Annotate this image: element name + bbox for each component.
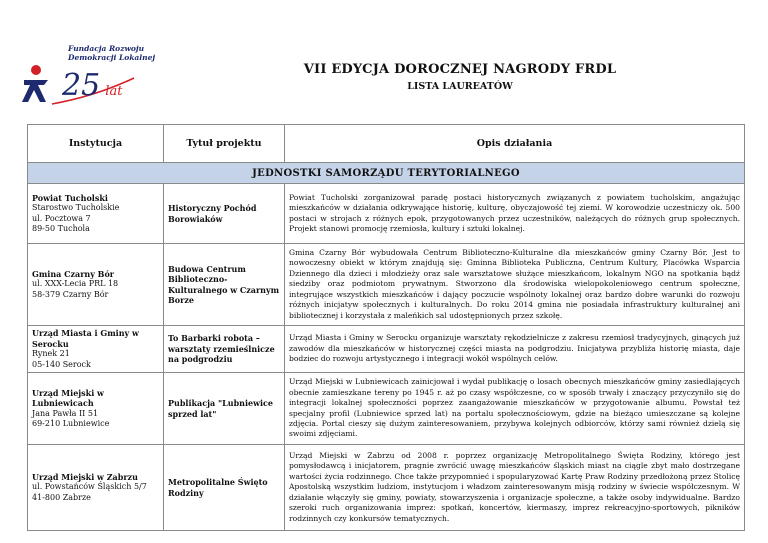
institution-address-line: 05-140 Serock [32, 359, 91, 369]
description-cell: Urząd Miasta i Gminy w Serocku organizuje warsztaty rękodzielnicze z zakresu rzemiosł tradycyjnych, ginących już zawodów dla mieszkańców w historycznej części miasta na podgrodziu. Inicjatywa przybliża historię miasta, daje bodziec do rozwoju artystycznego i integracji wokół wspólnych celów. [285, 326, 745, 373]
page-subtitle: LISTA LAUREATÓW [407, 81, 513, 92]
table-row [28, 445, 745, 531]
institution-address-line: ul. Powstańców Śląskich 5/7 [32, 482, 147, 492]
institution-address-line: ul. Pocztowa 7 [32, 213, 91, 223]
institution-address-line: 69-210 Lubniewice [32, 419, 110, 428]
institution-cell [28, 326, 164, 373]
table-header-row [28, 125, 745, 163]
institution-cell [28, 244, 164, 326]
institution-address-line: Rynek 21 [32, 349, 70, 358]
project-title-cell: Budowa Centrum Biblioteczno-Kulturalnego w Czarnym Borze [164, 244, 285, 326]
institution-cell [28, 373, 164, 445]
logo-anniversary-number: 25 [62, 68, 101, 103]
institution-address-line: 58-379 Czarny Bór [32, 289, 109, 299]
laureates-table [27, 124, 745, 531]
project-title-cell: Historyczny Pochód Borowiaków [164, 184, 285, 244]
logo-anniversary-suffix: lat [105, 84, 123, 99]
logo-org-name [68, 44, 155, 62]
table-row [28, 184, 745, 244]
column-header-institution: Instytucja [28, 125, 164, 163]
table-row [28, 373, 745, 445]
description-cell: Urząd Miejski w Lubniewicach zainicjował i wydał publikację o losach obecnych mieszkańców gminy zasiedlających obecnie zamieszkane tereny po 1945 r. aż po czasy współczesne, co w sposób trwały i znaczący przyczyniło się do integracji lokalnej społeczności poprzez zaangażowanie mieszkańców w przygotowanie albumu. Powstał też specjalny profil (Lubniewice sprzed lat) na portalu społecznościowym, gdzie na bieżąco umieszczane są kolejne zdjęcia. Portal cieszy się dużym zainteresowaniem, przybywa kolejnych odbiorców, którzy sami również dzielą się swoimi zdjęciami. [285, 373, 745, 445]
logo-org-line1: Fundacja Rozwoju [68, 44, 145, 53]
table-row [28, 326, 745, 373]
institution-address-line: 41-800 Zabrze [32, 492, 91, 502]
institution-name: Gmina Czarny Bór [32, 268, 114, 279]
description-cell: Gmina Czarny Bór wybudowała Centrum Biblioteczno-Kulturalne dla mieszkańców gminy Czarny Bór. Jest to nowoczesny obiekt w którym znajdują się: Gminna Biblioteka Publiczna, Centrum Kultury, Placówka Wsparcia Dziennego dla dzieci i młodzieży oraz sale warsztatowe służące mieszkańcom, lokalnym NGO na spotkania bądź siedziby oraz podmiotom prywatnym. Stworzono dla środowiska wielopokoleniowego centrum społeczne, integrujące wszystkich mieszkańców i dający poczucie wspólnoty lokalnej oraz bardzo dobre warunki do rozwoju różnych inicjatyw społecznych i kulturalnych. Do roku 2014 gmina nie posiadała infrastruktury kulturalnej ani bibliotecznej i korzystała z maleńkich sal udostępnionych przez szkołę. [285, 244, 745, 326]
frdl-logo [16, 38, 166, 118]
logo-anniversary [62, 68, 122, 103]
institution-address-line: Jana Pawła II 51 [32, 408, 99, 418]
project-title-cell: To Barbarki robota – warsztaty rzemieślnicze na podgrodziu [164, 326, 285, 373]
institution-cell [28, 445, 164, 531]
institution-address-line: 89-50 Tuchola [32, 224, 90, 233]
project-title-cell: Metropolitalne Święto Rodziny [164, 445, 285, 531]
institution-name: Urząd Miejski w Lubniewicach [32, 387, 104, 408]
institution-address-line: Starostwo Tucholskie [32, 203, 120, 212]
institution-name: Urząd Miasta i Gminy w Serocku [32, 328, 139, 349]
table-row [28, 244, 745, 326]
institution-address-line: ul. XXX-Lecia PRL 18 [32, 279, 119, 289]
column-header-project: Tytuł projektu [164, 125, 285, 163]
logo-org-line2: Demokracji Lokalnej [68, 53, 156, 62]
institution-cell [28, 184, 164, 244]
description-cell: Urząd Miejski w Zabrzu od 2008 r. poprzez organizację Metropolitalnego Święta Rodziny, którego jest pomysłodawcą i inicjatorem, pragnie zwrócić uwagę mieszkańców śląskich miast na ciągle zbyt mało dostrzegane wartości życia rodzinnego. Chce także przypomnieć i spopularyzować Kartę Praw Rodziny przedłożoną przez Stolicę Apostolską wszystkim ludziom, instytucjom i władzom zainteresowanym misją rodziny w świecie współczesnym. W działanie włączyły się gminy, powiaty, stowarzyszenia i organizacje społeczne, a także osoby indywidualne. Bardzo szeroki ruch organizowania imprez: spotkań, koncertów, kiermaszy, imprez rekreacyjno-sportowych, pikników rodzinnych czy konkursów tematycznych. [285, 445, 745, 531]
section-title: JEDNOSTKI SAMORZĄDU TERYTORIALNEGO [28, 163, 745, 184]
description-cell: Powiat Tucholski zorganizował paradę postaci historycznych związanych z powiatem tucholskim, angażując mieszkańców w działania odkrywające historię, kulturę, obyczajowość tej ziemi. W korowodzie uczestniczy ok. 500 postaci w strojach z różnych epok, przygotowanych przez uczestników, należących do różnych grup społecznych. Projekt stanowi promocję rzemiosła, kultury i sztuki lokalnej. [285, 184, 745, 244]
section-row [28, 163, 745, 184]
project-title-cell: Publikacja "Lubniewice sprzed lat" [164, 373, 285, 445]
institution-name: Urząd Miejski w Zabrzu [32, 471, 138, 482]
column-header-description: Opis działania [285, 125, 745, 163]
page-title: VII EDYCJA DOROCZNEJ NAGRODY FRDL [303, 62, 617, 77]
institution-name: Powiat Tucholski [32, 192, 108, 203]
